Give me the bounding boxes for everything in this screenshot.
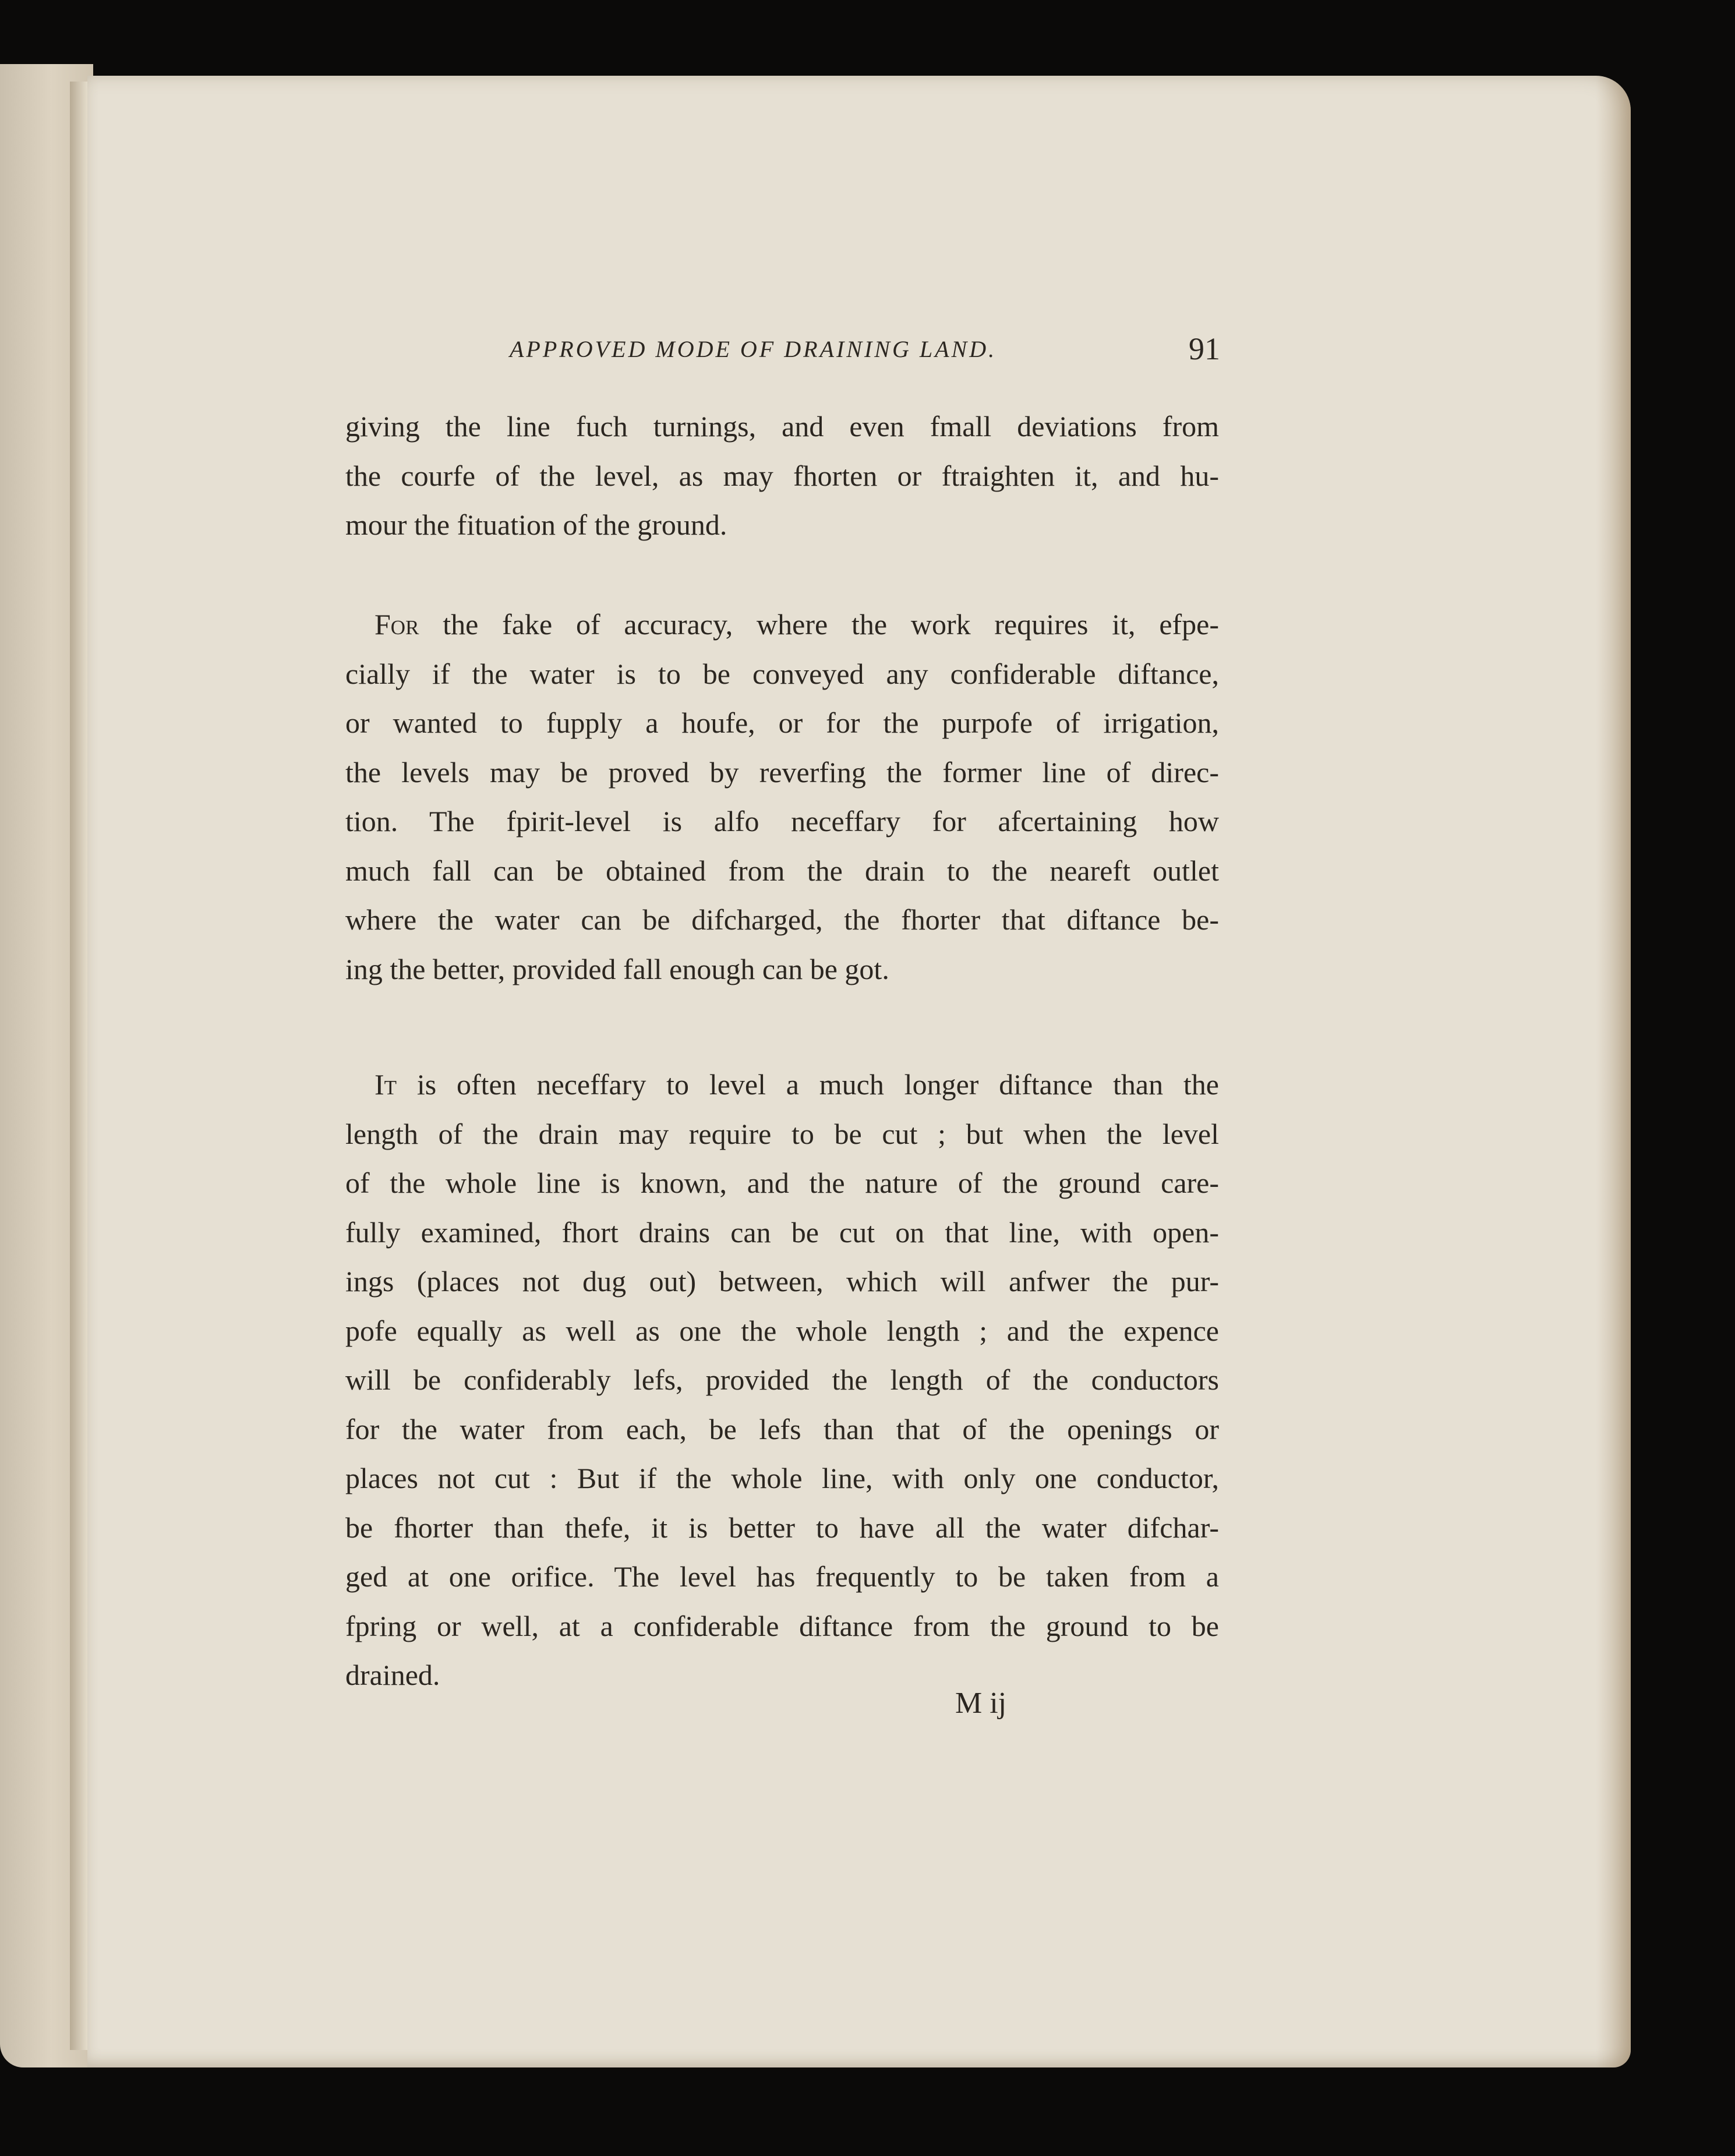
paragraph-line: the levels may be proved by reverfing the former line of direc- bbox=[345, 755, 1219, 789]
paragraph-line: fpring or well, at a confiderable diftance from the ground to be bbox=[345, 1609, 1219, 1642]
paragraph-line: pofe equally as well as one the whole length ; and the expence bbox=[345, 1314, 1219, 1347]
running-head bbox=[510, 331, 1220, 372]
paragraph-line: the courfe of the level, as may fhorten or ftraighten it, and hu- bbox=[345, 459, 1219, 492]
paragraph-line: ged at one orifice. The level has frequently to be taken from a bbox=[345, 1560, 1219, 1593]
paragraph-line: or wanted to fupply a houfe, or for the purpofe of irrigation, bbox=[345, 706, 1219, 739]
paragraph-line: cially if the water is to be conveyed any confiderable diftance, bbox=[345, 657, 1219, 690]
paragraph-line: mour the fituation of the ground. bbox=[345, 508, 727, 541]
paragraph-line: tion. The fpirit-level is alfo neceffary for afcertaining how bbox=[345, 805, 1219, 837]
running-head-title: APPROVED MODE OF DRAINING LAND. bbox=[510, 336, 997, 362]
paragraph-3 bbox=[345, 1060, 1219, 1700]
paragraph-line: drained. bbox=[345, 1659, 440, 1691]
paragraph-first-line bbox=[345, 1060, 1219, 1109]
paragraph-line: places not cut : But if the whole line, with only one conductor, bbox=[345, 1462, 1219, 1494]
paragraph-line: be fhorter than thefe, it is better to have all the water difchar- bbox=[345, 1511, 1219, 1544]
page-edge-stain bbox=[1596, 76, 1631, 2067]
paragraph-line-text: is often neceffary to level a much longer diftance than the bbox=[397, 1068, 1219, 1101]
paragraph-line: for the water from each, be lefs than that of the openings or bbox=[345, 1412, 1219, 1445]
paragraph-line: ing the better, provided fall enough can be got. bbox=[345, 952, 889, 985]
page-number: 91 bbox=[1189, 331, 1220, 366]
paragraph-line: of the whole line is known, and the nature of the ground care- bbox=[345, 1167, 1219, 1199]
paragraph-1 bbox=[345, 402, 1219, 550]
paragraph-first-line bbox=[345, 600, 1219, 649]
paragraph-2 bbox=[345, 600, 1219, 994]
paragraph-line: length of the drain may require to be cut ; but when the level bbox=[345, 1117, 1219, 1150]
paragraph-line: giving the line fuch turnings, and even fmall deviations from bbox=[345, 410, 1219, 443]
signature-mark: M ij bbox=[955, 1687, 1007, 1720]
paragraph-line: fully examined, fhort drains can be cut on that line, with open- bbox=[345, 1215, 1219, 1249]
paragraph-line: will be confiderably lefs, provided the length of the conductors bbox=[345, 1363, 1219, 1396]
paragraph-line-text: the fake of accuracy, where the work requires it, efpe- bbox=[419, 608, 1219, 641]
paragraph-line: ings (places not dug out) between, which will anfwer the pur- bbox=[345, 1265, 1219, 1298]
paragraph-line: much fall can be obtained from the drain to the neareft outlet bbox=[345, 854, 1219, 887]
paragraph-lead-word: For bbox=[374, 608, 419, 641]
paragraph-lead-word: It bbox=[374, 1068, 397, 1101]
paragraph-line: where the water can be difcharged, the fhorter that diftance be- bbox=[345, 903, 1219, 936]
